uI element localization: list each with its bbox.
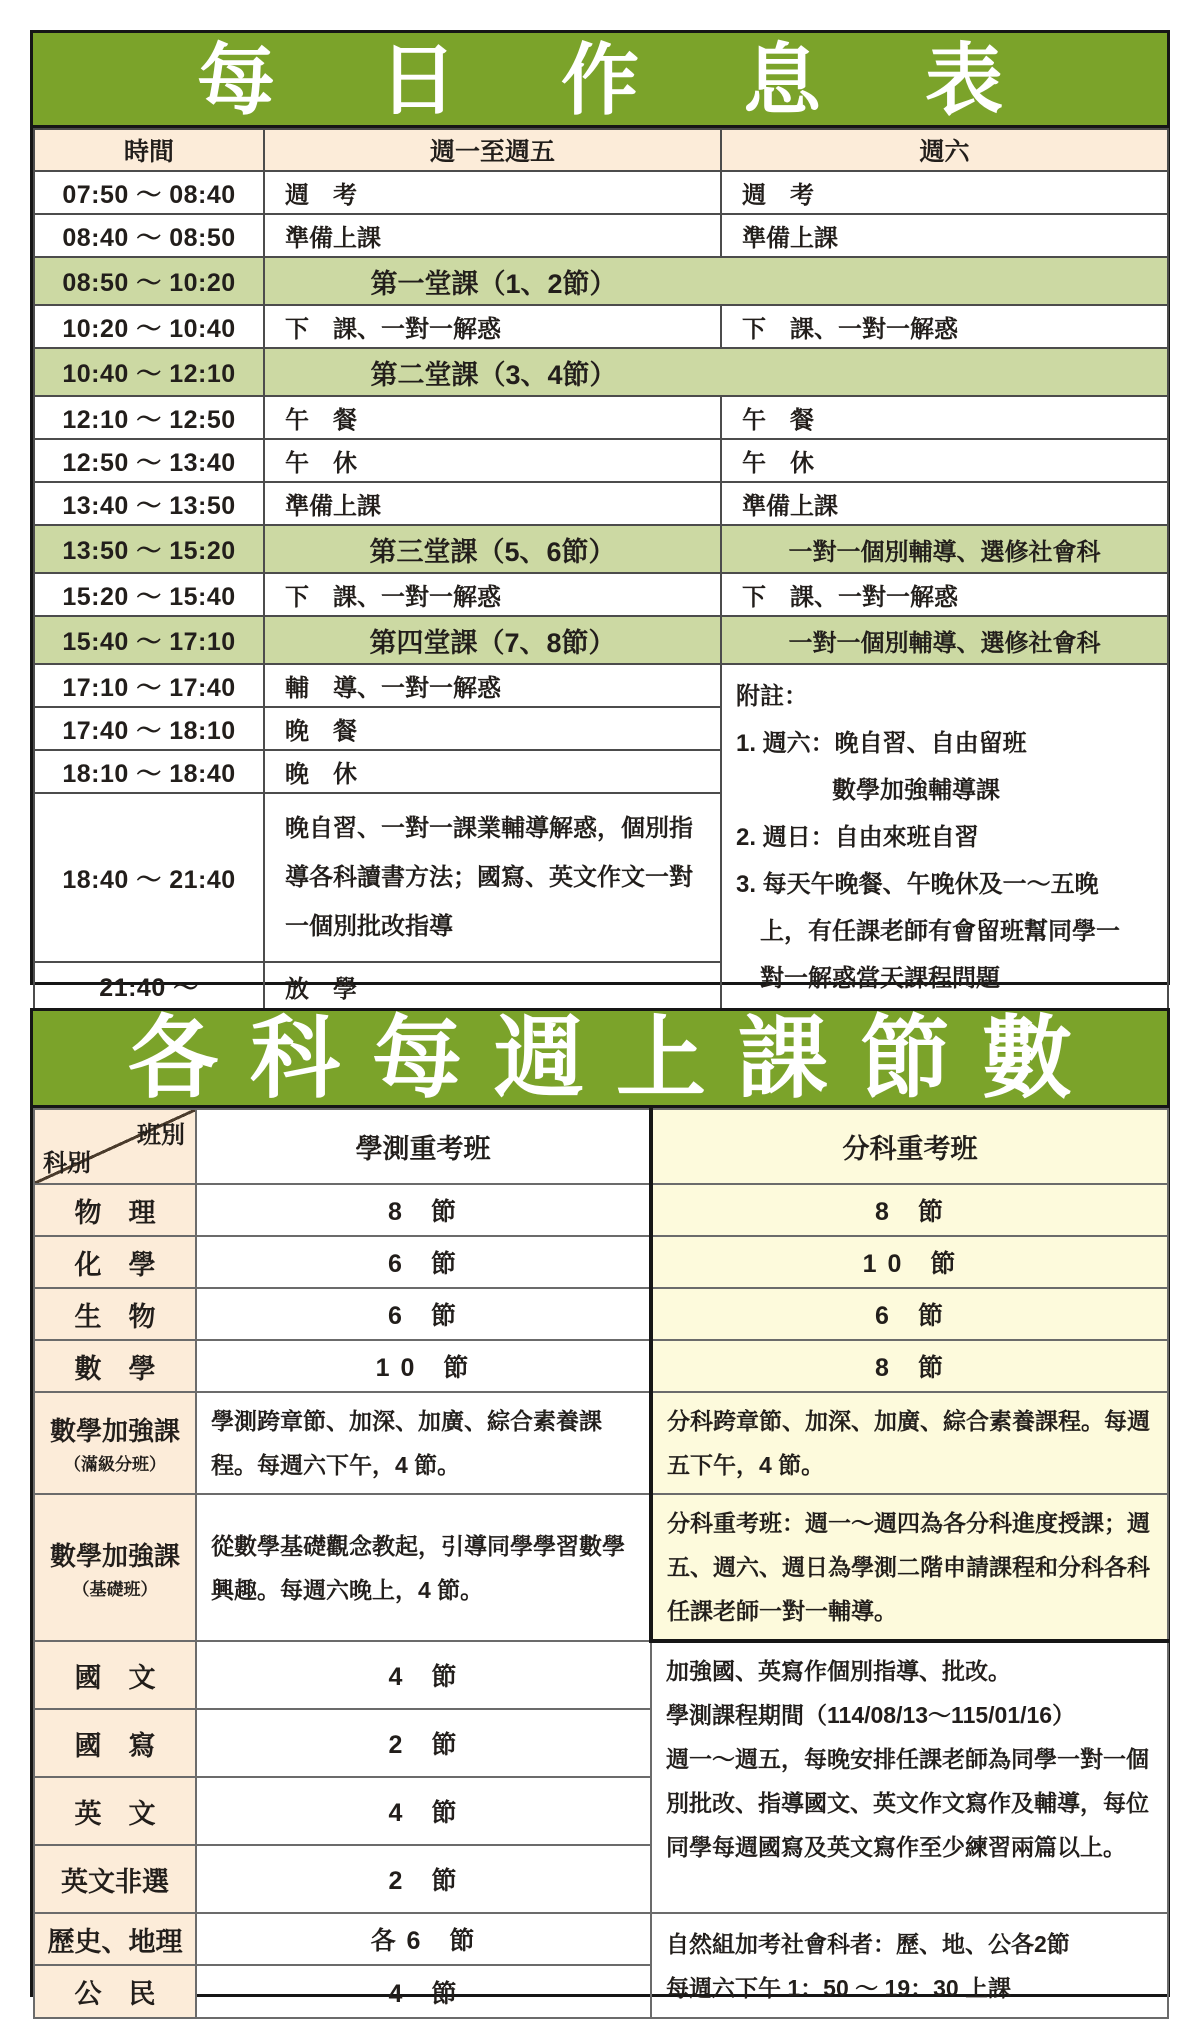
table-row <box>34 396 1168 439</box>
note-paragraph: 週一～週五，每晚安排任課老師為同學一對一個別批改、指導國文、英文作文寫作及輔導，每位同學每週國寫及英文寫作至少練習兩篇以上。 <box>666 1746 1149 1860</box>
note-paragraph: 加強國、英寫作個別指導、批改。 <box>666 1658 1011 1684</box>
mon-fri-cell: 週 考 <box>264 171 721 214</box>
header-time: 時間 <box>34 129 264 171</box>
subject-cell: 英文非選 <box>34 1845 196 1913</box>
header-mon-fri: 週一至週五 <box>264 129 721 171</box>
saturday-cell: 午 休 <box>721 439 1168 482</box>
time-cell: 13:40 ～ 13:50 <box>34 482 264 525</box>
table-row <box>34 1494 1168 1641</box>
note-line: 1. 週六：晚自習、自由留班 <box>736 730 1027 757</box>
time-cell: 21:40 ～ <box>34 962 264 1010</box>
daily-schedule-grid <box>33 128 1169 1011</box>
sessions-cell: 8 節 <box>196 1184 651 1236</box>
weekly-hours-title: 各科每週上課節數 <box>33 1011 1167 1108</box>
daily-header-row <box>34 129 1168 171</box>
time-cell: 13:50 ～ 15:20 <box>34 525 264 573</box>
subject-cell <box>34 1392 196 1494</box>
table-row <box>34 664 1168 707</box>
social-note-cell <box>651 1913 1168 2018</box>
saturday-cell: 準備上課 <box>721 482 1168 525</box>
sessions-cell: 2 節 <box>196 1845 651 1913</box>
class-period-cell: 第三堂課（5、6節） <box>264 525 721 573</box>
header-gsat-retake-class: 學測重考班 <box>196 1109 651 1184</box>
mon-fri-cell: 放 學 <box>264 962 721 1010</box>
evening-study-cell: 晚自習、一對一課業輔導解惑，個別指導各科讀書方法；國寫、英文作文一對一個別批改指導 <box>264 793 721 962</box>
sessions-cell: 6 節 <box>196 1236 651 1288</box>
class-period-label: 第二堂課（3、4節） <box>370 359 617 390</box>
note-line: 2. 週日：自由來班自習 <box>736 824 979 851</box>
saturday-cell: 下 課、一對一解惑 <box>721 573 1168 616</box>
corner-subject-label: 科別 <box>43 1150 91 1177</box>
time-cell: 18:40 ～ 21:40 <box>34 793 264 962</box>
saturday-cell: 午 餐 <box>721 396 1168 439</box>
table-row <box>34 1288 1168 1340</box>
time-cell: 08:50 ～ 10:20 <box>34 257 264 305</box>
note-paragraph: 學測課程期間（114/08/13～115/01/16） <box>666 1702 1076 1728</box>
math-plus-sublabel: （滿級分班） <box>64 1455 166 1474</box>
time-cell: 17:10 ～ 17:40 <box>34 664 264 707</box>
sessions-cell: 6 節 <box>651 1288 1168 1340</box>
weekly-hours-grid <box>33 1108 1169 2019</box>
time-cell: 12:10 ～ 12:50 <box>34 396 264 439</box>
subject-cell: 生 物 <box>34 1288 196 1340</box>
table-row <box>34 439 1168 482</box>
saturday-cell: 準備上課 <box>721 214 1168 257</box>
subject-cell <box>34 1494 196 1641</box>
corner-class-label: 班別 <box>137 1122 185 1149</box>
time-cell: 10:20 ～ 10:40 <box>34 305 264 348</box>
time-cell: 15:40 ～ 17:10 <box>34 616 264 664</box>
time-cell: 10:40 ～ 12:10 <box>34 348 264 396</box>
mon-fri-cell: 下 課、一對一解惑 <box>264 305 721 348</box>
subject-cell: 英 文 <box>34 1777 196 1845</box>
subject-cell: 國 文 <box>34 1641 196 1709</box>
weekly-header-row <box>34 1109 1168 1184</box>
time-cell: 15:20 ～ 15:40 <box>34 573 264 616</box>
class-period-cell <box>264 348 1168 396</box>
table-row <box>34 1641 1168 1709</box>
sessions-cell: 8 節 <box>651 1340 1168 1392</box>
saturday-cell: 週 考 <box>721 171 1168 214</box>
table-row <box>34 573 1168 616</box>
table-row <box>34 348 1168 396</box>
table-row <box>34 1913 1168 1965</box>
saturday-tutoring-cell: 一對一個別輔導、選修社會科 <box>721 616 1168 664</box>
table-row <box>34 257 1168 305</box>
notes-cell <box>721 664 1168 1010</box>
class-period-cell <box>264 257 1168 305</box>
note-line: 附註： <box>736 683 808 710</box>
class-period-cell: 第四堂課（7、8節） <box>264 616 721 664</box>
math-basic-sublabel: （基礎班） <box>72 1579 158 1599</box>
table-row <box>34 1184 1168 1236</box>
subject-cell: 物 理 <box>34 1184 196 1236</box>
math-basic-gsat-cell: 從數學基礎觀念教起，引導同學學習數學興趣。每週六晚上，4 節。 <box>196 1494 651 1641</box>
time-cell: 12:50 ～ 13:40 <box>34 439 264 482</box>
time-cell: 08:40 ～ 08:50 <box>34 214 264 257</box>
mon-fri-cell: 準備上課 <box>264 482 721 525</box>
math-plus-gsat-cell: 學測跨章節、加深、加廣、綜合素養課程。每週六下午，4 節。 <box>196 1392 651 1494</box>
sessions-cell: 4 節 <box>196 1965 651 2018</box>
daily-schedule-title: 每日作息表 <box>33 33 1167 128</box>
time-cell: 07:50 ～ 08:40 <box>34 171 264 214</box>
subject-cell: 數 學 <box>34 1340 196 1392</box>
sessions-cell: 1 0 節 <box>651 1236 1168 1288</box>
note-line: 上，有任課老師有會留班幫同學一 <box>736 918 1120 945</box>
class-period-label: 第一堂課（1、2節） <box>370 268 617 299</box>
table-row <box>34 1340 1168 1392</box>
mon-fri-cell: 下 課、一對一解惑 <box>264 573 721 616</box>
time-cell: 18:10 ～ 18:40 <box>34 750 264 793</box>
math-plus-label: 數學加強課 <box>49 1416 180 1446</box>
sessions-cell: 2 節 <box>196 1709 651 1777</box>
mon-fri-cell: 午 餐 <box>264 396 721 439</box>
sessions-cell: 8 節 <box>651 1184 1168 1236</box>
math-basic-label: 數學加強課 <box>49 1540 180 1571</box>
subject-cell: 歷史、地理 <box>34 1913 196 1965</box>
mon-fri-cell: 輔 導、一對一解惑 <box>264 664 721 707</box>
subject-cell: 公 民 <box>34 1965 196 2018</box>
sessions-cell: 6 節 <box>196 1288 651 1340</box>
table-row <box>34 1236 1168 1288</box>
table-row <box>34 305 1168 348</box>
note-line: 對一解惑當天課程問題 <box>736 965 1000 992</box>
saturday-cell: 下 課、一對一解惑 <box>721 305 1168 348</box>
table-row <box>34 616 1168 664</box>
mon-fri-cell: 準備上課 <box>264 214 721 257</box>
mon-fri-cell: 晚 餐 <box>264 707 721 750</box>
mon-fri-cell: 午 休 <box>264 439 721 482</box>
mon-fri-cell: 晚 休 <box>264 750 721 793</box>
sessions-cell: 4 節 <box>196 1641 651 1709</box>
note-paragraph: 每週六下午 1：50 ～ 19：30 上課 <box>666 1974 1012 2001</box>
table-row <box>34 482 1168 525</box>
table-row <box>34 214 1168 257</box>
subject-cell: 化 學 <box>34 1236 196 1288</box>
sessions-cell: 1 0 節 <box>196 1340 651 1392</box>
header-ast-retake-class: 分科重考班 <box>651 1109 1168 1184</box>
math-plus-ast-cell: 分科跨章節、加深、加廣、綜合素養課程。每週五下午，4 節。 <box>651 1392 1168 1494</box>
table-row <box>34 1392 1168 1494</box>
saturday-tutoring-cell: 一對一個別輔導、選修社會科 <box>721 525 1168 573</box>
math-basic-ast-cell: 分科重考班：週一～週四為各分科進度授課；週五、週六、週日為學測二階申請課程和分科各科任課老師一對一輔導。 <box>651 1494 1168 1641</box>
sessions-cell: 各 6 節 <box>196 1913 651 1965</box>
weekly-hours-table <box>30 1008 1170 2009</box>
subject-cell: 國 寫 <box>34 1709 196 1777</box>
daily-schedule-table <box>30 30 1170 1003</box>
note-line: 3. 每天午晚餐、午晚休及一～五晚 <box>736 871 1099 898</box>
table-row <box>34 525 1168 573</box>
corner-diagonal-cell <box>34 1109 196 1184</box>
writing-note-cell <box>651 1641 1168 1913</box>
note-line: 數學加強輔導課 <box>736 777 1000 804</box>
table-row <box>34 171 1168 214</box>
sessions-cell: 4 節 <box>196 1777 651 1845</box>
time-cell: 17:40 ～ 18:10 <box>34 707 264 750</box>
note-paragraph: 自然組加考社會科者：歷、地、公各2節 <box>666 1930 1070 1957</box>
header-saturday: 週六 <box>721 129 1168 171</box>
